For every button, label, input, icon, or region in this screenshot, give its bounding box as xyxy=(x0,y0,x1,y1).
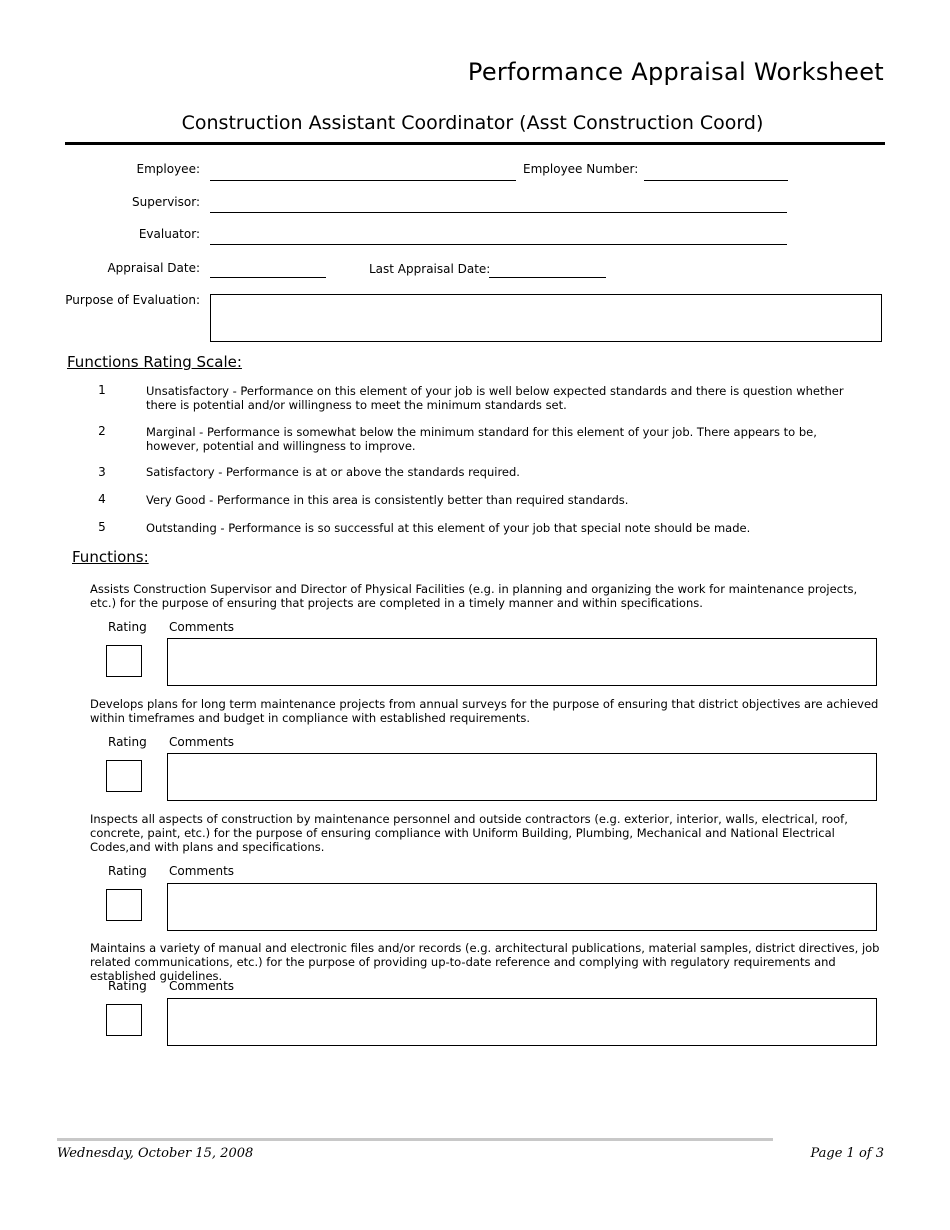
last-appraisal-date-label: Last Appraisal Date: xyxy=(369,262,491,276)
comments-label: Comments xyxy=(169,620,235,634)
rating-input[interactable] xyxy=(106,889,142,921)
scale-number: 4 xyxy=(98,492,106,506)
comments-input[interactable] xyxy=(167,883,877,931)
appraisal-date-label: Appraisal Date: xyxy=(107,261,200,275)
page-number: Page 1 of 3 xyxy=(810,1146,884,1161)
function-description: Inspects all aspects of construction by maintenance personnel and outside contractors (e.g. exterior, interior, walls, electrical, roof, concrete, paint, etc.) for the purpose of ensuring compliance with Uniform Building, Plumbing, Mechanical and National Electrical Codes,and with plans and specifications. xyxy=(90,812,848,854)
functions-heading: Functions: xyxy=(72,548,149,566)
evaluator-label: Evaluator: xyxy=(138,227,200,241)
scale-description: Satisfactory - Performance is at or above the standards required. xyxy=(146,465,520,479)
supervisor-label: Supervisor: xyxy=(132,195,200,209)
employee-label: Employee: xyxy=(136,162,200,176)
job-title: Construction Assistant Coordinator (Asst Construction Coord) xyxy=(181,112,764,134)
scale-number: 2 xyxy=(98,424,106,438)
footer-date: Wednesday, October 15, 2008 xyxy=(57,1146,254,1161)
comments-input[interactable] xyxy=(167,638,877,686)
comments-input[interactable] xyxy=(167,753,877,801)
scale-description: Unsatisfactory - Performance on this element of your job is well below expected standards and there is question whether there is potential and/or willingness to meet the minimum standards set. xyxy=(146,384,844,412)
footer-divider xyxy=(57,1138,773,1141)
scale-number: 1 xyxy=(98,383,106,397)
rating-label: Rating xyxy=(108,620,147,634)
comments-input[interactable] xyxy=(167,998,877,1046)
evaluator-field[interactable] xyxy=(210,244,787,245)
scale-description: Outstanding - Performance is so successful at this element of your job that special note should be made. xyxy=(146,521,751,535)
rating-input[interactable] xyxy=(106,760,142,792)
function-description: Assists Construction Supervisor and Director of Physical Facilities (e.g. in planning and organizing the work for maintenance projects, etc.) for the purpose of ensuring that projects are completed in a timely manner and within specifications. xyxy=(90,582,858,610)
employee-number-label: Employee Number: xyxy=(523,162,639,176)
employee-field[interactable] xyxy=(210,180,516,181)
purpose-label: Purpose of Evaluation: xyxy=(65,293,200,307)
rating-label: Rating xyxy=(108,735,147,749)
scale-number: 3 xyxy=(98,465,106,479)
comments-label: Comments xyxy=(169,979,235,993)
last-appraisal-date-field[interactable] xyxy=(489,277,606,278)
appraisal-date-field[interactable] xyxy=(210,277,326,278)
header-divider xyxy=(65,142,885,145)
employee-number-field[interactable] xyxy=(644,180,788,181)
comments-label: Comments xyxy=(169,864,235,878)
rating-input[interactable] xyxy=(106,1004,142,1036)
function-description: Maintains a variety of manual and electronic files and/or records (e.g. architectural publications, material samples, district directives, job related communications, etc.) for the purpose of providing up-to-date reference and complying with regulatory requirements and established guidelines. xyxy=(90,941,880,983)
scale-description: Marginal - Performance is somewhat below the minimum standard for this element of your job. There appears to be, however, potential and willingness to improve. xyxy=(146,425,817,453)
page-title: Performance Appraisal Worksheet xyxy=(467,58,884,86)
comments-label: Comments xyxy=(169,735,235,749)
supervisor-field[interactable] xyxy=(210,212,787,213)
rating-label: Rating xyxy=(108,979,147,993)
purpose-of-evaluation-field[interactable] xyxy=(210,294,882,342)
rating-scale-heading: Functions Rating Scale: xyxy=(67,353,242,371)
function-description: Develops plans for long term maintenance projects from annual surveys for the purpose of ensuring that district objectives are achieved within timeframes and budget in compliance with established requirements. xyxy=(90,697,879,725)
scale-description: Very Good - Performance in this area is consistently better than required standards. xyxy=(146,493,629,507)
rating-input[interactable] xyxy=(106,645,142,677)
rating-label: Rating xyxy=(108,864,147,878)
scale-number: 5 xyxy=(98,520,106,534)
